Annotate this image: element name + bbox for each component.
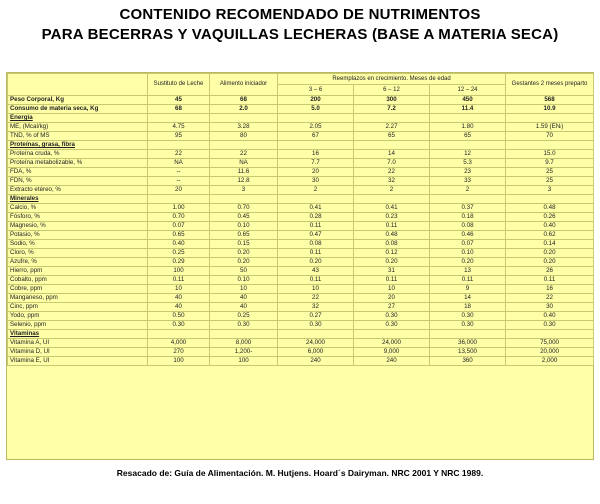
table-cell: 13 — [430, 267, 506, 276]
table-cell: 0.41 — [278, 204, 354, 213]
table-cell — [506, 195, 594, 204]
row-label: Peso Corporal, Kg — [8, 96, 148, 105]
table-cell: 30 — [506, 303, 594, 312]
table-cell: 100 — [210, 357, 278, 366]
table-row — [8, 231, 594, 240]
row-label: Cobalto, ppm — [8, 276, 148, 285]
table-cell: 65 — [354, 132, 430, 141]
table-cell — [506, 330, 594, 339]
table-cell: 40 — [210, 303, 278, 312]
table-cell: 7.0 — [354, 159, 430, 168]
header-age-6-12: 6 – 12 — [354, 85, 430, 96]
table-cell: 24,000 — [354, 339, 430, 348]
table-row — [8, 105, 594, 114]
table-cell: 0.18 — [430, 213, 506, 222]
table-cell: 30 — [278, 177, 354, 186]
table-cell — [354, 195, 430, 204]
table-cell: 75,000 — [506, 339, 594, 348]
table-cell: NA — [210, 159, 278, 168]
table-cell: 67 — [278, 132, 354, 141]
table-cell: 0.30 — [278, 321, 354, 330]
table-cell: -- — [148, 177, 210, 186]
table-cell: NA — [148, 159, 210, 168]
table-cell — [430, 141, 506, 150]
table-cell: 2.27 — [354, 123, 430, 132]
table-cell: 22 — [354, 168, 430, 177]
row-label: Vitamina E, UI — [8, 357, 148, 366]
table-row — [8, 267, 594, 276]
table-cell: 50 — [210, 267, 278, 276]
table-cell: 0.25 — [210, 312, 278, 321]
table-cell: 0.07 — [148, 222, 210, 231]
table-cell: 0.12 — [354, 249, 430, 258]
table-cell: 100 — [148, 357, 210, 366]
table-cell: 0.45 — [210, 213, 278, 222]
table-cell: 0.10 — [210, 222, 278, 231]
table-cell: 10.9 — [506, 105, 594, 114]
table-cell: 11.4 — [430, 105, 506, 114]
table-cell: 24,000 — [278, 339, 354, 348]
row-label: Cobre, ppm — [8, 285, 148, 294]
table-cell: 1.59 (ENₗ) — [506, 123, 594, 132]
table-cell: 2.0 — [210, 105, 278, 114]
nutrient-table-container — [6, 72, 594, 460]
section-row — [8, 195, 594, 204]
table-cell: 3 — [506, 186, 594, 195]
table-cell: 20 — [354, 294, 430, 303]
table-cell — [278, 141, 354, 150]
table-row — [8, 339, 594, 348]
table-cell: 8,000 — [210, 339, 278, 348]
table-cell: 5.0 — [278, 105, 354, 114]
table-cell: 16 — [506, 285, 594, 294]
table-cell: 36,000 — [430, 339, 506, 348]
table-cell: 0.40 — [506, 222, 594, 231]
table-cell — [354, 141, 430, 150]
table-cell: 16 — [278, 150, 354, 159]
table-row — [8, 168, 594, 177]
section-label: Proteínas, grasa, fibra — [8, 141, 148, 150]
table-cell: 22 — [148, 150, 210, 159]
table-cell: 14 — [430, 294, 506, 303]
table-cell — [430, 114, 506, 123]
table-cell: 100 — [148, 267, 210, 276]
table-cell: 0.20 — [506, 249, 594, 258]
row-label: ME, (Mcal/kg) — [8, 123, 148, 132]
table-cell: 0.10 — [430, 249, 506, 258]
table-cell: 32 — [278, 303, 354, 312]
table-cell: 68 — [148, 105, 210, 114]
table-cell: 0.11 — [278, 222, 354, 231]
table-cell: 45 — [148, 96, 210, 105]
table-row — [8, 204, 594, 213]
table-cell: 40 — [210, 294, 278, 303]
table-cell: 0.11 — [354, 276, 430, 285]
table-cell — [430, 330, 506, 339]
table-cell: 2 — [430, 186, 506, 195]
table-cell: 0.48 — [506, 204, 594, 213]
table-cell: 27 — [354, 303, 430, 312]
header-age-12-24: 12 – 24 — [430, 85, 506, 96]
table-cell: 0.30 — [506, 321, 594, 330]
table-cell: 0.28 — [278, 213, 354, 222]
table-cell: 0.48 — [354, 231, 430, 240]
table-row — [8, 348, 594, 357]
table-cell — [278, 330, 354, 339]
table-cell: 0.20 — [210, 249, 278, 258]
nutrient-table-body — [8, 96, 594, 366]
table-cell: 95 — [148, 132, 210, 141]
section-label: Minerales — [8, 195, 148, 204]
row-label: Cloro, % — [8, 249, 148, 258]
table-cell: 20 — [278, 168, 354, 177]
table-cell: 0.70 — [148, 213, 210, 222]
table-row — [8, 303, 594, 312]
table-cell: 2,000 — [506, 357, 594, 366]
table-row — [8, 357, 594, 366]
row-label: Azufre, % — [8, 258, 148, 267]
table-cell: 0.40 — [148, 240, 210, 249]
table-cell: 6,000 — [278, 348, 354, 357]
table-cell: 70 — [506, 132, 594, 141]
table-cell: 32 — [354, 177, 430, 186]
table-cell: 14 — [354, 150, 430, 159]
table-cell: 0.10 — [210, 276, 278, 285]
table-cell: 26 — [506, 267, 594, 276]
table-cell: 0.20 — [278, 258, 354, 267]
table-cell: 270 — [148, 348, 210, 357]
table-cell: 0.62 — [506, 231, 594, 240]
table-cell: 0.08 — [278, 240, 354, 249]
section-row — [8, 114, 594, 123]
section-row — [8, 330, 594, 339]
table-cell: 0.08 — [430, 222, 506, 231]
table-cell — [148, 141, 210, 150]
table-cell: 0.14 — [506, 240, 594, 249]
table-cell: 0.41 — [354, 204, 430, 213]
table-cell: 20 — [148, 186, 210, 195]
table-cell: 22 — [278, 294, 354, 303]
table-cell: 12 — [430, 150, 506, 159]
table-cell: 0.70 — [210, 204, 278, 213]
row-label: Sodio, % — [8, 240, 148, 249]
row-label: Calcio, % — [8, 204, 148, 213]
table-cell: 10 — [354, 285, 430, 294]
table-cell — [354, 114, 430, 123]
row-label: FDN, % — [8, 177, 148, 186]
table-cell: 0.30 — [430, 321, 506, 330]
table-cell — [210, 195, 278, 204]
table-cell: 0.46 — [430, 231, 506, 240]
table-cell: 10 — [148, 285, 210, 294]
table-row — [8, 186, 594, 195]
table-cell: 4,000 — [148, 339, 210, 348]
row-label: Consumo de materia seca, Kg — [8, 105, 148, 114]
table-cell: 0.30 — [354, 312, 430, 321]
table-row — [8, 240, 594, 249]
table-row — [8, 96, 594, 105]
row-label: Magnesio, % — [8, 222, 148, 231]
table-cell: 40 — [148, 294, 210, 303]
table-row — [8, 222, 594, 231]
table-cell: 9.7 — [506, 159, 594, 168]
table-row — [8, 258, 594, 267]
table-cell: 2 — [278, 186, 354, 195]
table-cell: 22 — [210, 150, 278, 159]
table-row — [8, 294, 594, 303]
table-cell: 2 — [354, 186, 430, 195]
table-row — [8, 312, 594, 321]
table-row — [8, 132, 594, 141]
table-row — [8, 285, 594, 294]
table-cell: 0.11 — [506, 276, 594, 285]
table-cell: 0.47 — [278, 231, 354, 240]
table-cell: 0.30 — [210, 321, 278, 330]
table-cell: 0.30 — [148, 321, 210, 330]
table-cell: 0.23 — [354, 213, 430, 222]
table-row — [8, 276, 594, 285]
table-cell: 240 — [354, 357, 430, 366]
table-cell: 22 — [506, 294, 594, 303]
table-row — [8, 150, 594, 159]
table-cell: 9 — [430, 285, 506, 294]
table-cell: 43 — [278, 267, 354, 276]
table-cell — [278, 195, 354, 204]
row-label: Proteína cruda, % — [8, 150, 148, 159]
table-row — [8, 213, 594, 222]
page-title: CONTENIDO RECOMENDADO DE NUTRIMENTOS — [119, 6, 481, 23]
table-cell: 25 — [506, 168, 594, 177]
row-label: Extracto etéreo, % — [8, 186, 148, 195]
table-cell: 2.05 — [278, 123, 354, 132]
row-label: Proteína metabolizable, % — [8, 159, 148, 168]
table-cell: 1.80 — [430, 123, 506, 132]
section-label: Vitaminas — [8, 330, 148, 339]
table-cell — [430, 195, 506, 204]
table-row — [8, 321, 594, 330]
table-cell: 0.08 — [354, 240, 430, 249]
table-cell — [148, 195, 210, 204]
table-cell: 568 — [506, 96, 594, 105]
table-cell: 0.40 — [506, 312, 594, 321]
row-label: FDA, % — [8, 168, 148, 177]
table-cell: 68 — [210, 96, 278, 105]
table-cell: 0.26 — [506, 213, 594, 222]
source-footnote: Resacado de: Guía de Alimentación. M. Hutjens. Hoard´s Dairyman. NRC 2001 Y NRC 1989. — [116, 468, 484, 478]
table-cell: 0.25 — [148, 249, 210, 258]
table-cell: 0.11 — [354, 222, 430, 231]
table-cell: 20,000 — [506, 348, 594, 357]
table-cell — [354, 330, 430, 339]
header-milk-replacer: Sustituto de Leche — [148, 74, 210, 96]
row-label: Cinc, ppm — [8, 303, 148, 312]
table-cell: 80 — [210, 132, 278, 141]
table-cell: 450 — [430, 96, 506, 105]
table-cell: 12.8 — [210, 177, 278, 186]
table-cell: 0.30 — [430, 312, 506, 321]
row-label: Potasio, % — [8, 231, 148, 240]
row-label: TND, % of MS — [8, 132, 148, 141]
table-cell: 0.65 — [148, 231, 210, 240]
table-cell: 0.30 — [354, 321, 430, 330]
row-label: Yodo, ppm — [8, 312, 148, 321]
nutrient-table — [7, 73, 594, 366]
table-row — [8, 123, 594, 132]
table-cell: 10 — [210, 285, 278, 294]
table-cell: 240 — [278, 357, 354, 366]
table-cell: 3 — [210, 186, 278, 195]
table-row — [8, 159, 594, 168]
table-cell: 0.11 — [278, 276, 354, 285]
page-subtitle: PARA BECERRAS Y VAQUILLAS LECHERAS (BASE A MATERIA SECA) — [41, 26, 559, 43]
table-cell: 4.75 — [148, 123, 210, 132]
row-label: Vitamina A, UI — [8, 339, 148, 348]
table-cell: 0.20 — [210, 258, 278, 267]
row-label: Manganeso, ppm — [8, 294, 148, 303]
table-row — [8, 249, 594, 258]
section-row — [8, 141, 594, 150]
table-cell — [210, 114, 278, 123]
row-label: Vitamina D, UI — [8, 348, 148, 357]
header-pregnant-heifers: Gestantes 2 meses preparto — [506, 74, 594, 96]
table-cell: 65 — [430, 132, 506, 141]
table-cell: 0.20 — [506, 258, 594, 267]
table-cell: 0.11 — [430, 276, 506, 285]
table-cell: 0.07 — [430, 240, 506, 249]
section-label: Energía — [8, 114, 148, 123]
table-cell — [278, 114, 354, 123]
header-age-3-6: 3 – 6 — [278, 85, 354, 96]
table-cell — [148, 330, 210, 339]
table-cell: 11.6 — [210, 168, 278, 177]
table-row — [8, 177, 594, 186]
row-label: Fósforo, % — [8, 213, 148, 222]
table-cell: 0.11 — [278, 249, 354, 258]
table-cell: 0.20 — [354, 258, 430, 267]
header-starter-feed: Alimento iniciador — [210, 74, 278, 96]
table-cell: 0.20 — [430, 258, 506, 267]
table-cell: -- — [148, 168, 210, 177]
table-cell: 200 — [278, 96, 354, 105]
table-cell: 7.2 — [354, 105, 430, 114]
table-cell: 300 — [354, 96, 430, 105]
table-cell — [148, 114, 210, 123]
table-cell: 13,500 — [430, 348, 506, 357]
table-cell: 3.28 — [210, 123, 278, 132]
table-cell — [506, 114, 594, 123]
table-cell: 31 — [354, 267, 430, 276]
table-cell: 15.0 — [506, 150, 594, 159]
table-cell: 1.00 — [148, 204, 210, 213]
table-cell: 18 — [430, 303, 506, 312]
table-cell: 25 — [506, 177, 594, 186]
table-cell — [506, 141, 594, 150]
table-cell: 9,000 — [354, 348, 430, 357]
table-cell: 0.37 — [430, 204, 506, 213]
table-cell: 0.11 — [148, 276, 210, 285]
table-cell: 7.7 — [278, 159, 354, 168]
table-cell: 0.27 — [278, 312, 354, 321]
table-cell: 33 — [430, 177, 506, 186]
table-cell: 0.50 — [148, 312, 210, 321]
table-cell: 1,200- — [210, 348, 278, 357]
table-cell: 10 — [278, 285, 354, 294]
table-cell: 0.15 — [210, 240, 278, 249]
table-cell: 360 — [430, 357, 506, 366]
row-label: Hierro, ppm — [8, 267, 148, 276]
table-cell — [210, 330, 278, 339]
table-cell: 40 — [148, 303, 210, 312]
table-cell — [210, 141, 278, 150]
header-label-column — [8, 74, 148, 96]
header-growing-replacements: Reemplazos en crecimiento. Meses de edad — [278, 74, 506, 85]
table-cell: 0.29 — [148, 258, 210, 267]
table-cell: 0.65 — [210, 231, 278, 240]
row-label: Selenio, ppm — [8, 321, 148, 330]
table-cell: 5.3 — [430, 159, 506, 168]
table-cell: 23 — [430, 168, 506, 177]
